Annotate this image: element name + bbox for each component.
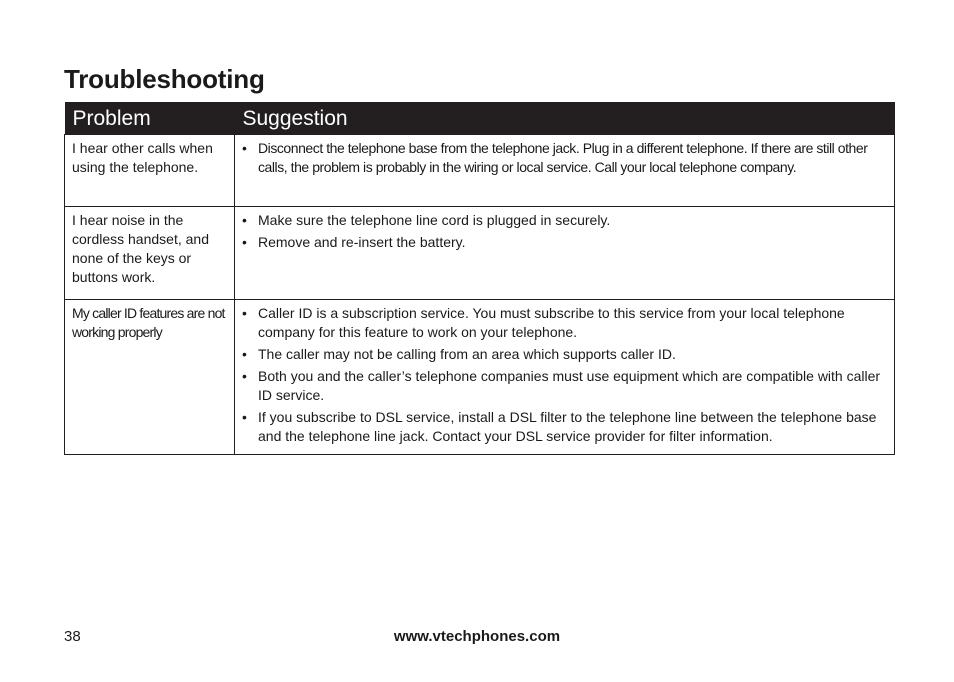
troubleshooting-table [64, 102, 895, 455]
suggestion-item: • Make sure the telephone line cord is plugged in securely. [242, 211, 887, 230]
table-row [65, 207, 895, 300]
suggestion-cell [235, 135, 895, 207]
page-title: Troubleshooting [64, 64, 265, 94]
suggestion-list [242, 304, 887, 446]
page-number: 38 [64, 628, 81, 645]
problem-cell: I hear other calls when using the telephone. [65, 135, 235, 207]
suggestion-cell [235, 300, 895, 455]
suggestion-item: • If you subscribe to DSL service, install a DSL filter to the telephone line between the telephone base and the telephone line jack. Contact your DSL service provider for filter information. [242, 408, 887, 446]
suggestion-item: • Caller ID is a subscription service. You must subscribe to this service from your local telephone company for this feature to work on your telephone. [242, 304, 887, 342]
header-problem: Problem [65, 102, 235, 135]
suggestion-item: • Remove and re-insert the battery. [242, 233, 887, 252]
suggestion-list [242, 139, 887, 177]
problem-cell: I hear noise in the cordless handset, and none of the keys or buttons work. [65, 207, 235, 300]
website-url: www.vtechphones.com [393, 628, 561, 645]
table-row [65, 135, 895, 207]
suggestion-item: • Both you and the caller’s telephone companies must use equipment which are compatible with caller ID service. [242, 367, 887, 405]
suggestion-item: • The caller may not be calling from an area which supports caller ID. [242, 345, 887, 364]
suggestion-item: • Disconnect the telephone base from the telephone jack. Plug in a different telephone. If there are still other calls, the problem is probably in the wiring or local service. Call your local telephone company. [242, 139, 887, 177]
suggestion-cell [235, 207, 895, 300]
problem-cell: My caller ID features are not working properly [65, 300, 235, 455]
table-row [65, 300, 895, 455]
suggestion-list [242, 211, 887, 252]
table-header-row [65, 102, 895, 135]
header-suggestion: Suggestion [235, 102, 895, 135]
